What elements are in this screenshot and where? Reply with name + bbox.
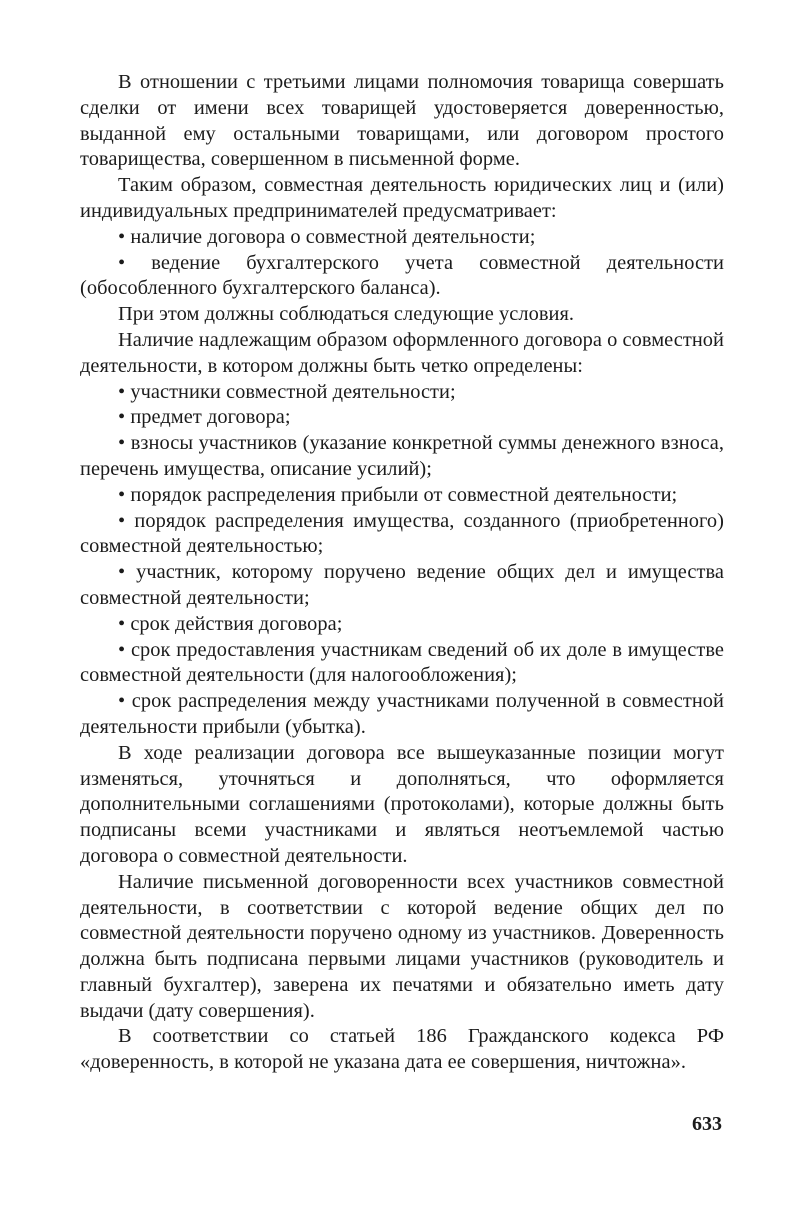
paragraph-third-parties: В отношении с третьими лицами полномочия товарища совершать сделки от имени всех товарищей удостоверяется доверенностью, выданной ему остальными товарищами, или договором простого товарищества, совершенном в письменной форме. <box>80 71 724 171</box>
bullet-profit-distribution: • порядок распределения прибыли от совместной деятельности; <box>118 483 678 506</box>
bullet-property-distribution: • порядок распределения имущества, созданного (приобретенного) совместной деятельностью; <box>80 509 724 558</box>
page-body <box>80 70 724 1076</box>
bullet-accounting: • ведение бухгалтерского учета совместной деятельности (обособленного бухгалтерского баланса). <box>80 251 724 300</box>
bullet-profit-term: • срок распределения между участниками полученной в совместной деятельности прибыли (убытка). <box>80 690 724 738</box>
paragraph-civil-code: В соответствии со статьей 186 Гражданского кодекса РФ «доверенность, в которой не указана дата ее совершения, ничтожна». <box>80 1025 724 1074</box>
bullet-contract-term: • срок действия договора; <box>118 612 343 635</box>
bullet-participants: • участники совместной деятельности; <box>118 380 456 403</box>
bullet-info-term: • срок предоставления участникам сведений об их доле в имуществе совместной деятельности (для налогообложения); <box>80 638 724 687</box>
bullet-contributions: • взносы участников (указание конкретной суммы денежного взноса, перечень имущества, описание усилий); <box>80 432 724 480</box>
bullet-subject: • предмет договора; <box>118 406 291 429</box>
page-number: 633 <box>692 1113 722 1135</box>
bullet-contract-presence: • наличие договора о совместной деятельности; <box>118 225 536 248</box>
paragraph-written-agreement: Наличие письменной договоренности всех участников совместной деятельности, в соответствии с которой ведение общих дел по совместной деятельности поручено одному из участников. Доверенность должна быть подписана первыми лицами участников (руководитель и главный бухгалтер), заверена их печатями и обязательно иметь дату выдачи (дату совершения). <box>80 870 724 1022</box>
bullet-managing-participant: • участник, которому поручено ведение общих дел и имущества совместной деятельности; <box>80 561 724 609</box>
paragraph-conditions: При этом должны соблюдаться следующие условия. <box>118 303 575 326</box>
paragraph-summary-intro: Таким образом, совместная деятельность юридических лиц и (или) индивидуальных предпринимателей предусматривает: <box>80 174 724 222</box>
paragraph-amendments: В ходе реализации договора все вышеуказанные позиции могут изменяться, уточняться и дополняться, что оформляется дополнительными соглашениями (протоколами), которые должны быть подписаны всеми участниками и являться неотъемлемой частью договора о совместной деятельности. <box>80 741 724 867</box>
paragraph-contract-requirements: Наличие надлежащим образом оформленного договора о совместной деятельности, в котором должны быть четко определены: <box>80 328 724 377</box>
